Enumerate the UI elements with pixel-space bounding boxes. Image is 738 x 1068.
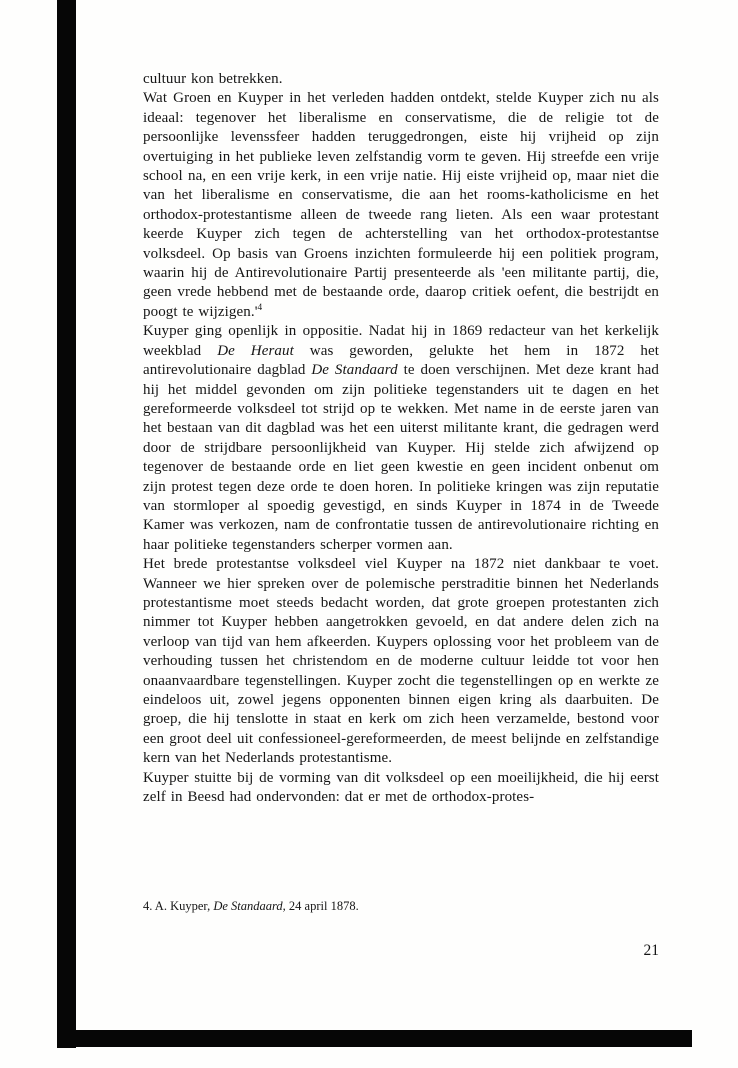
italic-text: De Standaard bbox=[311, 362, 398, 379]
paragraph bbox=[143, 322, 659, 555]
scan-bottom-bar bbox=[57, 1030, 692, 1047]
paragraph bbox=[143, 555, 659, 768]
scan-spine-bar bbox=[57, 0, 76, 1048]
text-run: Kuyper ging openlijk in oppositie. Nadat hij in 1869 redacteur van het kerkelijk weekblad bbox=[143, 323, 659, 359]
text-run: 4. A. Kuyper, bbox=[143, 899, 214, 913]
text-run: cultuur kon betrekken. bbox=[143, 71, 283, 87]
paragraph bbox=[143, 769, 659, 808]
text-block bbox=[143, 70, 659, 807]
paragraph bbox=[143, 70, 659, 89]
text-run: 24 april 1878. bbox=[285, 899, 359, 913]
italic-text: De Standaard, bbox=[213, 899, 286, 913]
text-run: Kuyper stuitte bij de vorming van dit volksdeel op een moeilijkheid, die hij eerst zelf in Beesd had ondervonden: dat er met de orthodox-protes- bbox=[143, 769, 659, 806]
italic-text: De Heraut bbox=[217, 342, 294, 359]
text-run: was geworden, gelukte het hem in 1872 het antirevolutionaire dagblad bbox=[143, 342, 660, 379]
paragraph bbox=[143, 89, 659, 322]
page-number: 21 bbox=[643, 942, 659, 959]
text-run: te doen verschijnen. Met deze krant had hij het middel gevonden om zijn politieke tegenstanders uit te dagen en het gereformeerde volksdeel tot strijd op te wekken. Met name in de eerste jaren van het bestaan van dit dagblad was het een uiterst militante krant, die gedragen werd door de strijdbare persoonlijkheid van Kuyper. Hij stelde zich afwijzend op tegenover de bestaande orde en liet geen kwestie en geen incident onbenut om zijn protest tegen deze orde te doen horen. In politieke kringen was zijn reputatie van stormloper al spoedig gevestigd, en sinds Kuyper in 1874 in de Tweede Kamer was verkozen, nam de confrontatie tussen de antirevolutionaire richting en haar politieke tegenstanders scherper vormen aan. bbox=[143, 362, 660, 553]
footnote-marker: 4 bbox=[257, 302, 263, 313]
footnote bbox=[143, 898, 659, 914]
text-run: Het brede protestantse volksdeel viel Kuyper na 1872 niet dankbaar te voet. Wanneer we hier spreken over de polemische perstraditie binnen het Nederlands protestantisme moet steeds bedacht worden, dat grote groepen protestanten zich nimmer tot Kuyper hebben aangetrokken gevoeld, en dat andere delen zich na verloop van tijd van hem afkeerden. Kuypers oplossing voor het probleem van de verhouding tussen het christendom en de moderne cultuur leidde tot voor hen onaanvaardbare tegenstellingen. Kuyper zocht die tegenstellingen op en werkte ze eindeloos uit, zowel jegens opponenten binnen eigen kring als daarbuiten. De groep, die hij tenslotte in staat en kerk om zich heen verzamelde, bestond voor een groot deel uit confessioneel-gereformeerden, de meest belijnde en zelfstandige kern van het Nederlands protestantisme. bbox=[143, 556, 659, 767]
text-run: Wat Groen en Kuyper in het verleden hadden ontdekt, stelde Kuyper zich nu als ideaal: tegenover het liberalisme en conservatisme, die de religie tot de persoonlijke levenssfeer hadden teruggedrongen, eiste hij vrijheid op zijn overtuiging in het publieke leven zelfstandig vorm te geven. Hij streefde een vrije school na, en een vrije kerk, in een vrije natie. Hij eiste vrijheid op, maar niet die van het liberalisme en conservatisme, die aan het rooms-katholicisme en het orthodox-protestantisme alleen de tweede rang lieten. Als een waar protestant keerde Kuyper zich tegen de achterstelling van het orthodox-protestantse volksdeel. Op basis van Groens inzichten formuleerde hij een politiek program, waarin hij de Antirevolutionaire Partij presenteerde als 'een militante partij, die, geen vrede hebbend met de bestaande orde, daarop critiek oefent, die bestrijdt en poogt te wijzigen.' bbox=[143, 90, 659, 320]
